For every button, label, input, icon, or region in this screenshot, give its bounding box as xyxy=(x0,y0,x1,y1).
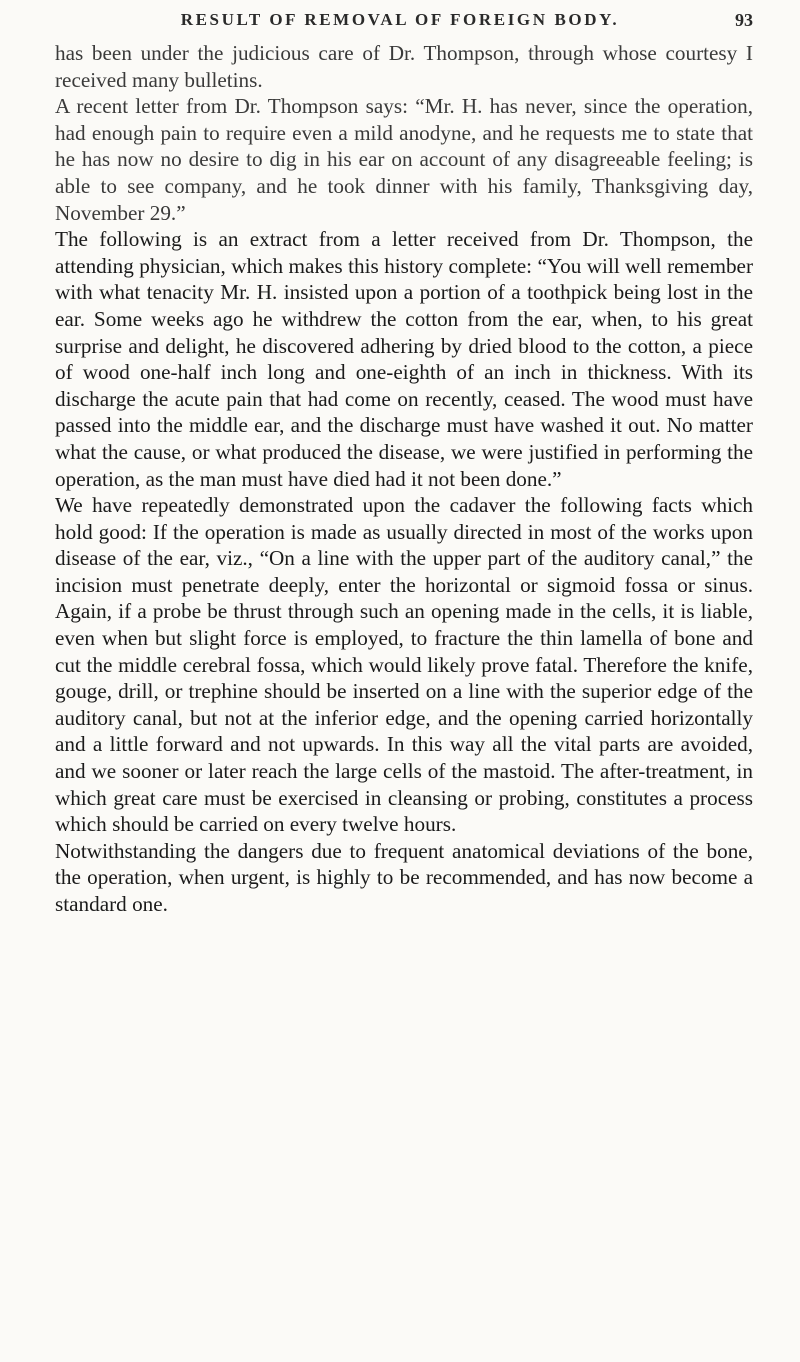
paragraph-1: has been under the judicious care of Dr. Thompson, through whose courtesy I received many bulletins. xyxy=(55,41,753,92)
page-number: 93 xyxy=(735,10,753,30)
running-head xyxy=(55,0,753,40)
body-text xyxy=(55,40,753,918)
paragraph-5: Notwithstanding the dangers due to frequent anatomical deviations of the bone, the operation, when urgent, is highly to be recommended, and has now become a standard one. xyxy=(55,838,753,916)
paragraph-4: We have repeatedly demonstrated upon the cadaver the following facts which hold good: If the operation is made as usually directed in most of the works upon disease of the ear, viz., “On a line with the upper part of the auditory canal,” the incision must penetrate deeply, enter the horizontal or sigmoid fossa or sinus. Again, if a probe be thrust through such an opening made in the cells, it is liable, even when but slight force is employed, to fracture the thin lamella of bone and cut the middle cerebral fossa, which would likely prove fatal. Therefore the knife, gouge, drill, or trephine should be inserted on a line with the superior edge of the auditory canal, but not at the inferior edge, and the opening carried horizontally and a little forward and not upwards. In this way all the vital parts are avoided, and we sooner or later reach the large cells of the mastoid. The after-treatment, in which great care must be exercised in cleansing or probing, constitutes a process which should be carried on every twelve hours. xyxy=(55,493,753,837)
running-title: RESULT OF REMOVAL OF FOREIGN BODY. xyxy=(180,10,620,29)
paragraph-2: A recent letter from Dr. Thompson says: “Mr. H. has never, since the operation, had enough pain to require even a mild anodyne, and he requests me to state that he has now no desire to dig in his ear on account of any disagreeable feeling; is able to see company, and he took dinner with his family, Thanksgiving day, November 29.” xyxy=(55,94,753,225)
paragraph-3: The following is an extract from a letter received from Dr. Thompson, the attending physician, which makes this history complete: “You will well remember with what tenacity Mr. H. insisted upon a portion of a toothpick being lost in the ear. Some weeks ago he withdrew the cotton from the ear, when, to his great surprise and delight, he discovered adhering by dried blood to the cotton, a piece of wood one-half inch long and one-eighth of an inch in thickness. With its discharge the acute pain that had come on recently, ceased. The wood must have passed into the middle ear, and the discharge must have washed it out. No matter what the cause, or what produced the disease, we were justified in performing the operation, as the man must have died had it not been done.” xyxy=(55,227,753,491)
